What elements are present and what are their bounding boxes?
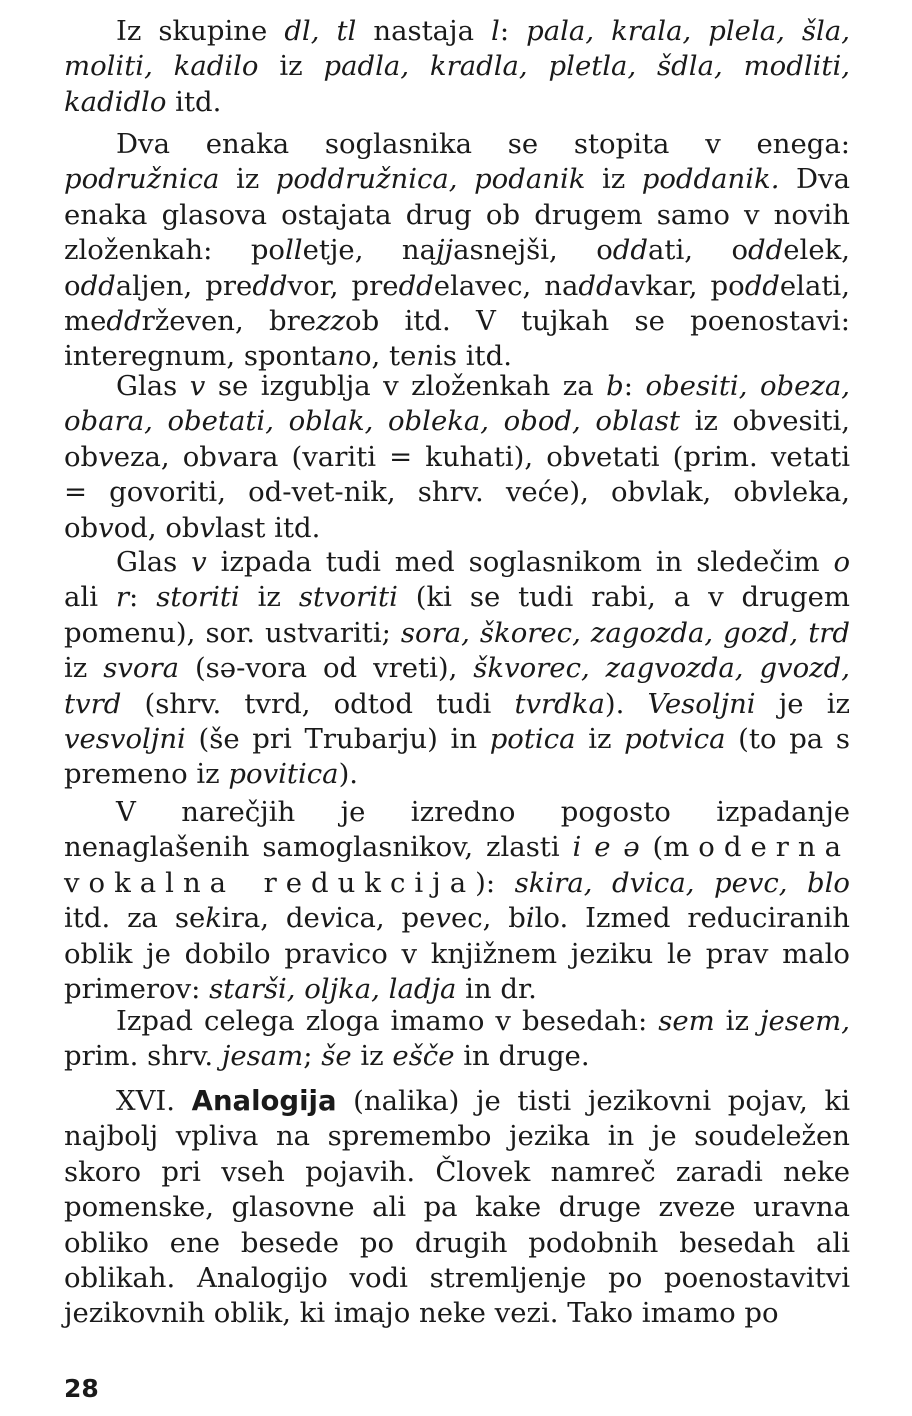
text-run: iz [585, 163, 642, 196]
italic-term: storiti [156, 581, 240, 614]
italic-term: v [98, 511, 114, 544]
text-run: ira, de [221, 902, 320, 935]
italic-term: potvica [624, 723, 726, 756]
text-run: : [623, 370, 646, 402]
text-run: etje, na [302, 234, 437, 267]
spaced-term: moderna vokalna redukcija [64, 831, 850, 899]
text-run: rževen, bre [141, 305, 317, 338]
text-run: (nalika) je tisti jezikovni pojav, ki najbolj vpliva na spremembo jezika in je soudeležen skoro pri vseh pojavih. Človek namreč zaradi neke pomenske, glasovne ali pa kake druge zveze uravna obliko ene besede po drugih podobnih besedah ali oblikah. Analogijo vodi stremljenje po poenostavitvi jezikovnih oblik, ki imajo neke vezi. Tako imamo po [64, 1085, 850, 1330]
text-run: lak, ob [660, 476, 768, 509]
italic-term: o [833, 546, 851, 578]
text-run: ; [303, 1040, 322, 1073]
text-run: ati, o [648, 234, 749, 267]
italic-term: potica [489, 723, 576, 756]
italic-term: jesem, [759, 1005, 850, 1037]
italic-term: b [606, 370, 624, 402]
italic-term: škvorec, zagvozda, gvozd, tvrd [64, 652, 850, 720]
text-run: se izgublja v zloženkah za [205, 370, 607, 402]
italic-term: dd [80, 269, 116, 302]
text-run: in druge. [454, 1040, 590, 1073]
italic-term: dd [578, 269, 614, 302]
italic-term: jj [436, 234, 454, 267]
italic-term: povitica [228, 758, 339, 791]
text-run: : [129, 581, 157, 614]
text-run: ec, b [450, 902, 526, 935]
text-run: Dva enaka soglasnika se stopita v enega: [116, 128, 850, 160]
text-run: (sə-vora od vreti), [179, 652, 474, 685]
text-run: o, te [355, 340, 417, 373]
italic-term: v [767, 476, 784, 509]
italic-term: starši, oljka, ladja [209, 973, 457, 1006]
italic-term: poddanik. [641, 163, 780, 196]
text-run: avkar, po [613, 269, 745, 302]
text-run: ). [338, 758, 359, 791]
italic-term: ll [284, 234, 303, 267]
text-run: lo. Izmed reduciranih oblik je dobilo pravico v knjižnem jeziku le prav malo primerov: [64, 902, 851, 1006]
text-run: vor, pre [287, 269, 399, 302]
italic-term: v [199, 511, 216, 544]
text-run: ob itd. V tujkah se poenostavi: interegnum, sponta [64, 305, 850, 373]
text-run: itd. za se [64, 902, 206, 935]
italic-term: v [191, 546, 207, 578]
italic-term: i e ə [572, 831, 640, 864]
italic-term: v [766, 405, 783, 438]
italic-term: sem [658, 1005, 715, 1037]
italic-term: svora [103, 652, 179, 685]
italic-term: dd [252, 269, 288, 302]
text-run: ). [604, 687, 648, 720]
paragraph-vowel-reduction [64, 795, 850, 1007]
paragraph-v-after-b [64, 369, 850, 546]
italic-term: dd [612, 234, 649, 267]
paragraph-v-before-o-r [64, 545, 850, 793]
italic-term: jesam [221, 1040, 304, 1073]
text-run: last itd. [215, 511, 321, 544]
italic-term: v [189, 370, 206, 402]
italic-term: dl, tl [284, 15, 357, 47]
text-run: itd. [166, 85, 222, 118]
italic-term: poddružnica, podanik [275, 163, 586, 196]
text-run: ): [475, 866, 515, 899]
text-run: Dva enaka glasova ostajata drug ob drugem samo v novih zloženkah: po [64, 163, 850, 267]
italic-term: padla, kradla, pletla, šdla, modliti, kadidlo [64, 50, 850, 118]
text-run: eza, ob [113, 440, 217, 473]
text-run: iz [351, 1040, 393, 1073]
italic-term: v [435, 902, 451, 935]
text-run: iz ob [679, 405, 767, 438]
text-run: iz [239, 581, 299, 614]
text-run: elati, me [64, 269, 850, 338]
italic-term: zz [316, 305, 346, 338]
italic-term: pala, krala, plela, šla, moliti, kadilo [64, 15, 850, 83]
italic-term: v [216, 440, 233, 473]
text-run: ica, pe [335, 902, 436, 935]
text-run: V narečjih je izredno pogosto izpadanje nenaglašenih samoglasnikov, zlasti [64, 796, 850, 864]
text-run: ( [639, 831, 664, 864]
text-run: in dr. [456, 973, 537, 1006]
text-run: Iz skupine [116, 15, 285, 47]
text-run: iz [714, 1005, 760, 1037]
text-run: nastaja [356, 15, 492, 47]
italic-term: obesiti, obeza, obara, obetati, oblak, obleka, obod, oblast [64, 370, 851, 438]
text-run: aljen, pre [115, 269, 253, 302]
italic-term: n [416, 340, 435, 373]
text-run: esiti, ob [64, 405, 850, 473]
paragraph-syllable-loss [64, 1004, 850, 1075]
bold-term: Analogija [191, 1085, 337, 1117]
text-run: izpada tudi med soglasnikom in sledečim [206, 546, 834, 578]
italic-term: ešče [392, 1040, 455, 1073]
text-run: Izpad celega zloga imamo v besedah: [116, 1005, 659, 1037]
text-run: ara (variti = kuhati), ob [232, 440, 581, 473]
text-run: iz [575, 723, 625, 756]
italic-term: stvoriti [298, 581, 398, 614]
text-run: iz [258, 50, 324, 83]
italic-term: še [321, 1040, 352, 1073]
italic-term: v [319, 902, 336, 935]
italic-term: v [98, 440, 114, 473]
text-run: : [499, 15, 527, 47]
text-run: prim. shrv. [64, 1040, 222, 1073]
text-run: ali [64, 581, 116, 614]
text-run: iz [64, 652, 104, 685]
paragraph-analogy [64, 1084, 850, 1332]
text-run: (to pa s premeno iz [64, 723, 850, 791]
italic-term: vesvoljni [64, 723, 186, 756]
italic-term: podružnica [64, 163, 220, 196]
italic-term: skira, dvica, pevc, blo [514, 866, 850, 899]
text-run: leka, ob [64, 476, 851, 544]
italic-term: dd [106, 305, 142, 338]
text-run: is itd. [434, 340, 512, 373]
text-run: asnejši, o [453, 234, 613, 267]
text-run: od, ob [113, 511, 200, 544]
text-run: (shrv. tvrd, odtod tudi [121, 687, 515, 720]
italic-term: v [645, 476, 661, 509]
italic-term: k [205, 902, 222, 935]
italic-term: dd [748, 234, 784, 267]
text-run: etati (prim. vetati = govoriti, od-vet-nik, shrv. veće), ob [64, 440, 850, 509]
italic-term: r [115, 581, 130, 614]
text-run: (ki se tudi rabi, a v drugem pomenu), sor. ustvariti; [64, 581, 850, 649]
italic-term: dd [398, 269, 434, 302]
paragraph-double-consonants [64, 127, 850, 375]
italic-term: dd [744, 269, 780, 302]
italic-term: i [525, 902, 535, 935]
italic-term: l [491, 15, 500, 47]
paragraph-dl-tl [64, 14, 850, 120]
italic-term: tvrdka [514, 687, 605, 720]
text-run: (še pri Trubarju) in [185, 723, 490, 756]
italic-term: sora, škorec, zagozda, gozd, trd [400, 616, 850, 649]
italic-term: n [337, 340, 355, 373]
text-run: je iz [755, 687, 851, 720]
text-run: Glas [116, 370, 190, 402]
text-run: elek, o [64, 234, 850, 302]
text-run: elavec, na [433, 269, 579, 302]
italic-term: Vesoljni [647, 687, 756, 720]
text-run: XVI. [116, 1085, 192, 1117]
italic-term: v [580, 440, 596, 473]
page-number: 28 [64, 1374, 99, 1403]
text-run: Glas [116, 546, 192, 578]
text-run: iz [219, 163, 276, 196]
